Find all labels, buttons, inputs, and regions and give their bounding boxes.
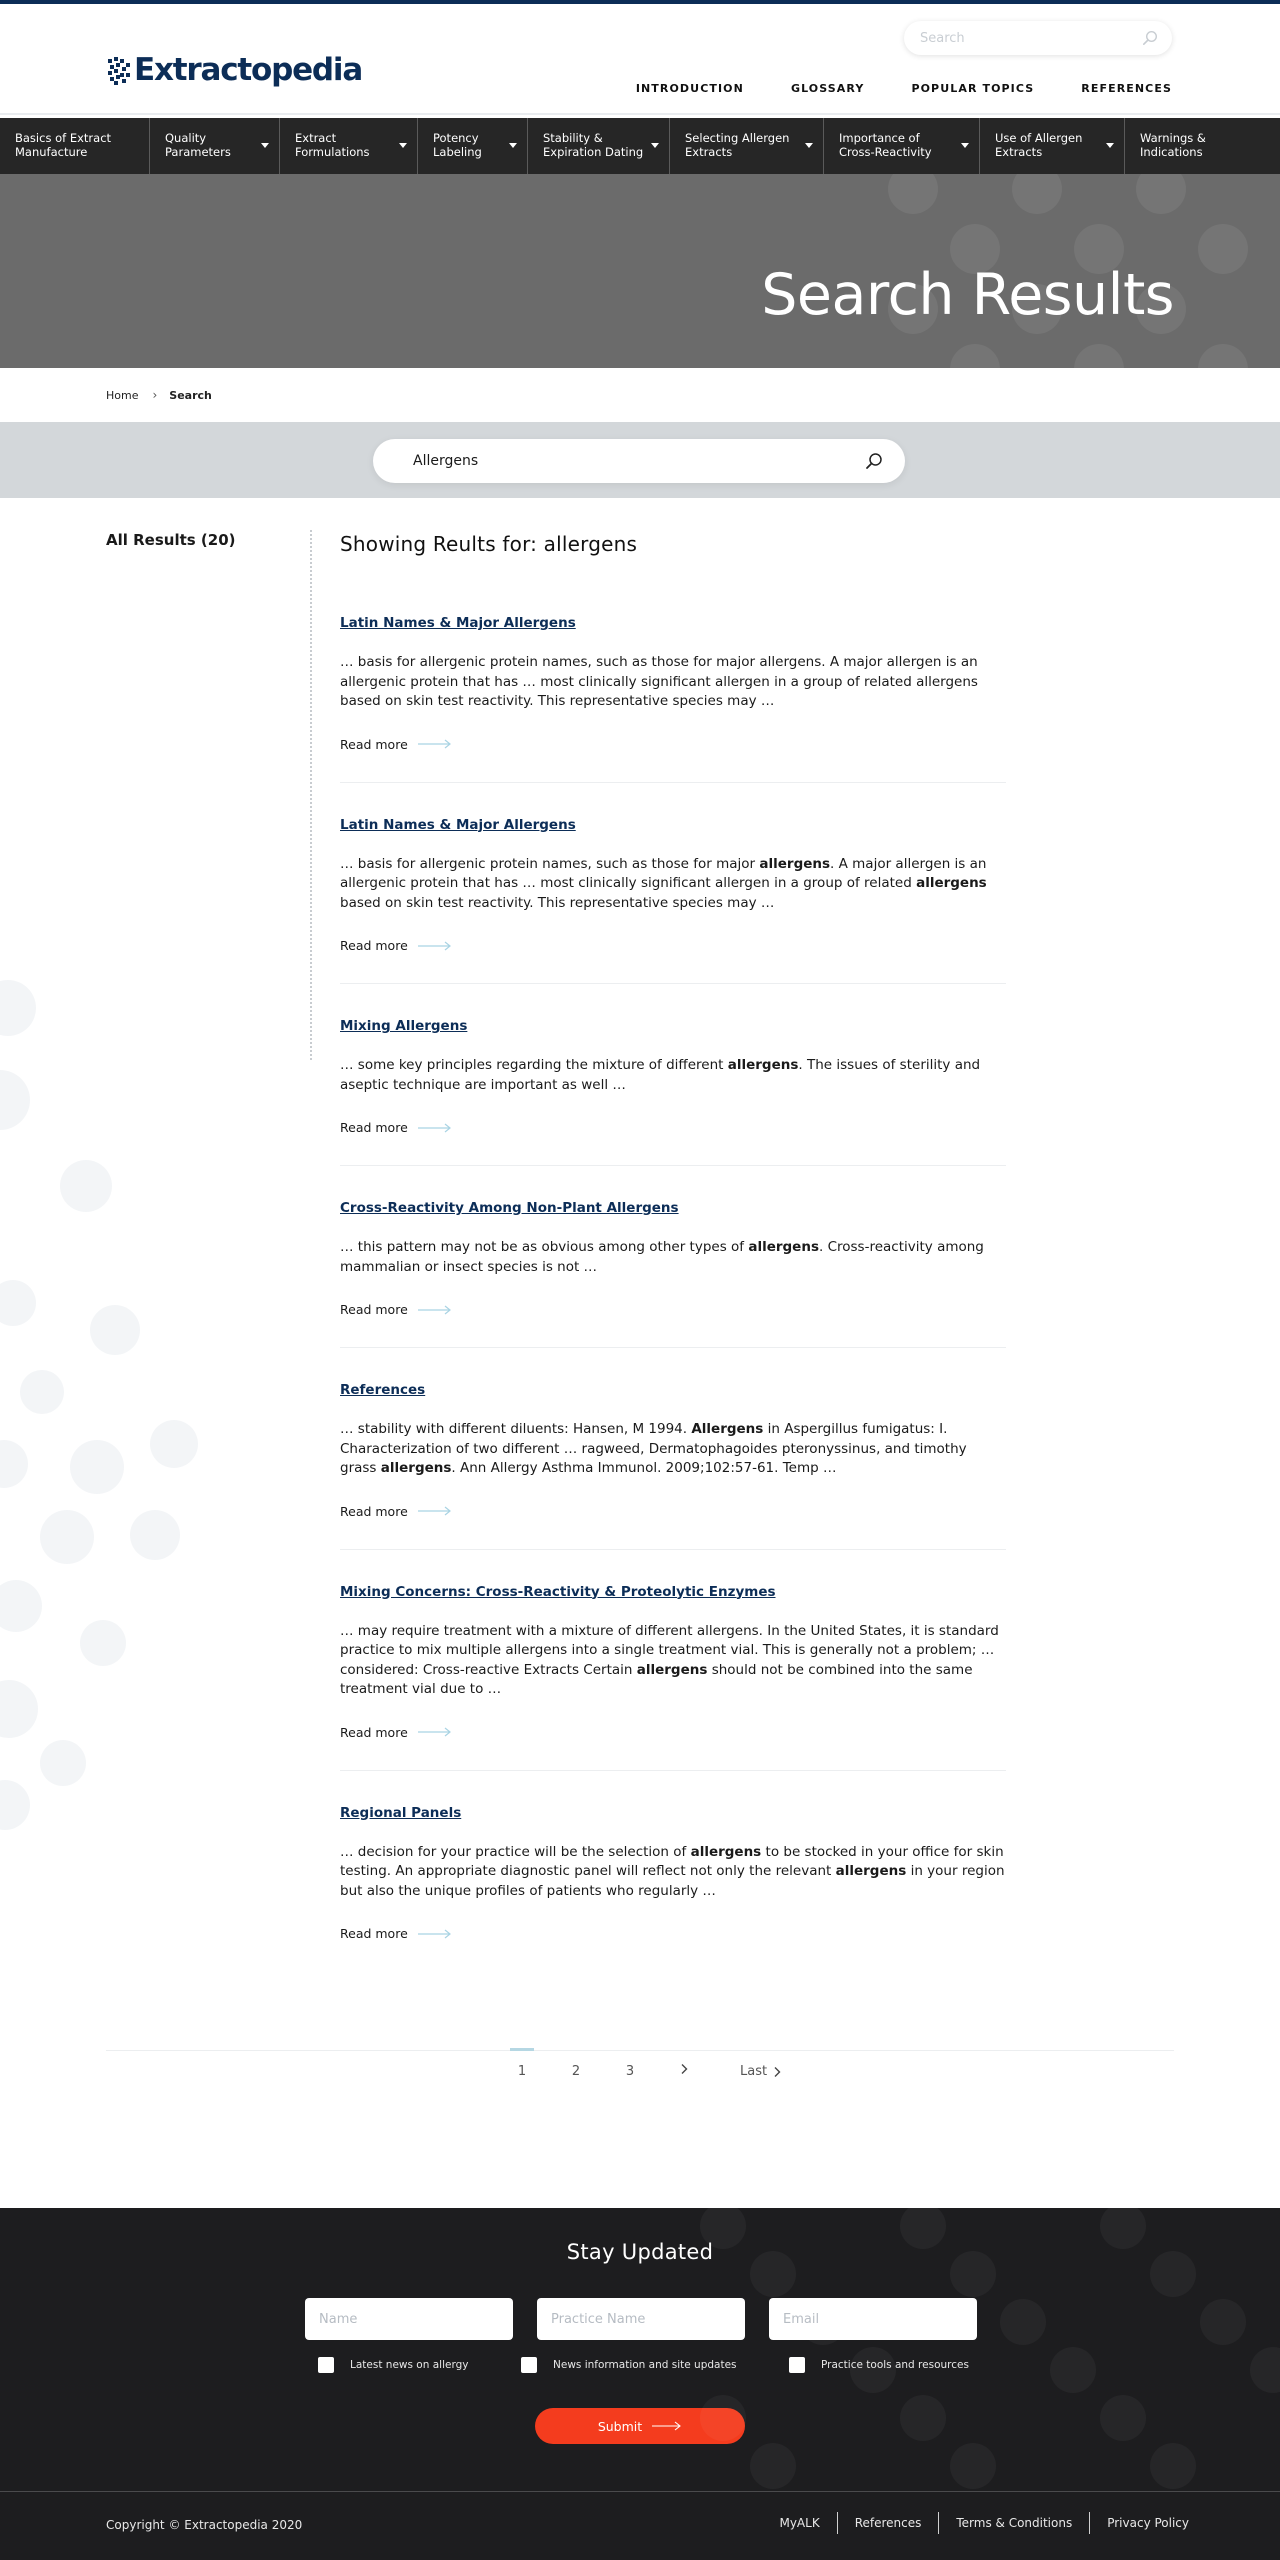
nav-glossary[interactable]: GLOSSARY — [790, 82, 865, 95]
arrow-right-icon — [418, 739, 452, 749]
footer-link-references[interactable]: References — [837, 2512, 939, 2534]
decorative-dot — [0, 980, 36, 1036]
logo-pixel — [126, 73, 130, 77]
results-heading: Showing Reults for: allergens — [340, 532, 638, 556]
result-title-link[interactable]: Mixing Allergens — [340, 1018, 468, 1034]
logo-pixel — [122, 79, 126, 83]
checkbox-label: Practice tools and resources — [821, 2359, 969, 2371]
newsletter-name-field[interactable] — [305, 2298, 513, 2340]
newsletter-section — [0, 2208, 1280, 2491]
hero-banner — [0, 174, 1280, 368]
breadcrumb — [106, 388, 212, 402]
search-result — [340, 612, 1006, 783]
read-more-link[interactable] — [340, 737, 452, 752]
newsletter-practice-field[interactable] — [537, 2298, 745, 2340]
site-footer — [0, 2491, 1280, 2560]
decorative-dot — [40, 1510, 94, 1564]
header-divider — [0, 113, 1280, 115]
logo-pixel — [114, 57, 118, 61]
footer-links — [762, 2512, 1206, 2534]
read-more-link[interactable] — [340, 1504, 452, 1519]
decorative-dot — [1100, 2395, 1146, 2441]
decorative-dot — [1074, 224, 1124, 274]
header-search-input[interactable] — [920, 28, 1130, 48]
decorative-dot — [130, 1510, 180, 1560]
decorative-dot — [950, 224, 1000, 274]
decorative-dot — [1136, 284, 1186, 334]
topic-nav-label: Cross-Reactivity — [839, 145, 932, 159]
search-result — [340, 1197, 1006, 1348]
breadcrumb-current: Search — [169, 388, 212, 402]
checkbox-latest-news[interactable] — [318, 2357, 468, 2373]
decorative-dot — [0, 1680, 38, 1738]
decorative-dot — [888, 284, 938, 334]
search-icon[interactable] — [865, 452, 883, 470]
logo-mark-icon — [106, 55, 132, 85]
result-snippet: … some key principles regarding the mixture of different allergens. The issues of sterility and aseptic technique are important as well … — [340, 1057, 981, 1093]
topic-nav-label: Basics of Extract — [15, 131, 112, 145]
read-more-link[interactable] — [340, 1302, 452, 1317]
nav-introduction[interactable]: INTRODUCTION — [635, 82, 744, 95]
arrow-right-icon — [418, 1506, 452, 1516]
topic-nav-label: Quality — [165, 131, 207, 145]
read-more-label: Read more — [340, 938, 408, 953]
read-more-link[interactable] — [340, 938, 452, 953]
topic-nav-item[interactable] — [528, 118, 670, 174]
decorative-dot — [750, 2251, 796, 2297]
decorative-dot — [0, 1580, 42, 1632]
decorative-dot — [150, 1420, 198, 1468]
result-snippet: … basis for allergenic protein names, such as those for major allergens. A major allergen is an allergenic protein that has … most clinically significant allergen in a group of related allergens based on skin test reactivity. This representative species may … — [340, 855, 987, 911]
arrow-right-icon — [418, 1929, 452, 1939]
topic-nav-label: Indications — [1140, 145, 1203, 159]
logo-pixel — [108, 71, 112, 75]
logo-text: Extractopedia — [134, 52, 363, 88]
search-band — [0, 422, 1280, 498]
read-more-link[interactable] — [340, 1926, 452, 1941]
decorative-dot — [1012, 284, 1062, 334]
arrow-right-icon — [418, 941, 452, 951]
decorative-dot — [20, 1370, 64, 1414]
checkbox[interactable] — [521, 2357, 537, 2373]
read-more-label: Read more — [340, 1503, 408, 1519]
pagination — [510, 2048, 781, 2079]
decorative-dot — [1136, 174, 1186, 214]
page-title: Search Results — [761, 262, 1174, 328]
main-nav — [636, 82, 1172, 95]
result-title-link[interactable]: Mixing Concerns: Cross-Reactivity & Proteolytic Enzymes — [340, 1583, 776, 1600]
read-more-label: Read more — [340, 1302, 408, 1317]
read-more-label: Read more — [340, 736, 408, 752]
search-result — [340, 1802, 1006, 1972]
read-more-label: Read more — [340, 1120, 408, 1135]
topic-nav-label: Labeling — [433, 145, 482, 159]
result-title-link[interactable]: References — [340, 1382, 426, 1398]
chevron-right-icon — [773, 2066, 781, 2078]
nav-popular-topics[interactable]: POPULAR TOPICS — [911, 82, 1035, 95]
topic-nav-item[interactable] — [0, 118, 150, 174]
topic-nav-label: Extracts — [685, 145, 733, 159]
topic-nav-label: Importance of — [839, 131, 920, 145]
logo-pixel — [120, 59, 124, 63]
result-snippet: … stability with different diluents: Hansen, M 1994. Allergens in Aspergillus fumigatus: I. Characterization of two different … ragweed, Dermatophagoides pteronyssinus, and timothy grass allergens. Ann Allergy Asthma Immunol. 2009;102:57-61. Temp … — [340, 1421, 967, 1476]
checkbox-site-updates[interactable] — [521, 2357, 737, 2373]
result-snippet: … basis for allergenic protein names, such as those for major allergens. A major allergen is an allergenic protein that has … most clinically significant allergen in a group of related allergens based on skin test reactivity. This representative species may … — [340, 654, 978, 709]
checkbox[interactable] — [789, 2357, 805, 2373]
results-search-input[interactable] — [413, 451, 813, 471]
newsletter-title: Stay Updated — [566, 2240, 714, 2264]
arrow-right-icon — [418, 1727, 452, 1737]
topic-nav-item[interactable] — [280, 118, 418, 174]
topic-nav-item[interactable] — [418, 118, 528, 174]
topic-nav-label: Stability & — [543, 131, 603, 145]
submit-label: Submit — [597, 2418, 643, 2434]
topic-nav-label: Warnings & — [1140, 131, 1206, 145]
decorative-dot — [900, 2395, 946, 2441]
decorative-dot — [0, 1280, 36, 1326]
arrow-right-icon — [652, 2421, 682, 2431]
decorative-dot — [1012, 174, 1062, 214]
footer-link-privacy[interactable]: Privacy Policy — [1089, 2512, 1206, 2534]
decorative-dot — [1074, 344, 1124, 368]
search-result — [340, 1379, 1006, 1550]
decorative-dot — [1000, 2299, 1046, 2345]
topic-nav-label: Selecting Allergen — [685, 131, 790, 145]
topic-nav-label: Manufacture — [15, 145, 88, 159]
checkbox[interactable] — [318, 2357, 334, 2373]
last-page-button[interactable] — [740, 2048, 781, 2079]
topic-nav-label: Formulations — [295, 145, 370, 159]
decorative-dot — [80, 1620, 126, 1666]
page-link-3[interactable]: 3 — [625, 2064, 635, 2079]
decorative-dot — [950, 2443, 996, 2489]
decorative-dot — [1150, 2251, 1196, 2297]
result-snippet: … this pattern may not be as obvious among other types of allergens. Cross-reactivity among mammalian or insect species is not … — [340, 1239, 984, 1275]
read-more-label: Read more — [340, 1926, 408, 1941]
topic-nav-label: Potency — [433, 131, 479, 145]
decorative-dot — [1050, 2347, 1096, 2393]
search-result — [340, 1581, 1006, 1771]
checkbox-label: News information and site updates — [553, 2359, 737, 2371]
chevron-right-icon — [680, 2063, 688, 2075]
result-title-link[interactable]: Latin Names & Major Allergens — [340, 615, 576, 631]
topic-nav-item[interactable] — [670, 118, 824, 174]
arrow-right-icon — [418, 1123, 452, 1133]
caret-down-icon[interactable] — [805, 143, 813, 148]
result-snippet: … decision for your practice will be the selection of allergens to be stocked in your office for skin testing. An appropriate diagnostic panel will reflect not only the relevant allergens in your region but also the unique profiles of patients who regularly … — [340, 1843, 1005, 1899]
topic-nav-label: Extract — [295, 131, 337, 145]
topic-nav-item[interactable] — [824, 118, 980, 174]
decorative-dot — [60, 1160, 112, 1212]
page-link-2[interactable]: 2 — [571, 2064, 581, 2079]
decorative-dot — [1198, 224, 1248, 274]
last-page-label: Last — [740, 2064, 768, 2079]
decorative-dot — [750, 2443, 796, 2489]
arrow-right-icon — [418, 1305, 452, 1315]
decorative-dot — [1200, 2299, 1246, 2345]
site-logo[interactable] — [106, 50, 362, 90]
topic-nav-item[interactable] — [150, 118, 280, 174]
breadcrumb-home[interactable]: Home — [106, 388, 139, 402]
logo-pixel — [116, 75, 120, 79]
decorative-dot — [40, 1740, 86, 1786]
header-search — [904, 21, 1172, 55]
checkbox-label: Latest news on allergy — [350, 2359, 469, 2371]
decorative-dot — [0, 1440, 28, 1488]
decorative-dot — [1150, 2443, 1196, 2489]
decorative-dot — [70, 1440, 124, 1494]
topic-nav — [0, 118, 1280, 174]
caret-down-icon[interactable] — [261, 143, 269, 148]
read-more-link[interactable] — [340, 1120, 452, 1135]
logo-pixel — [114, 81, 118, 85]
result-title-link[interactable]: Regional Panels — [340, 1804, 462, 1821]
decorative-dot — [0, 1070, 30, 1130]
caret-down-icon[interactable] — [1106, 143, 1114, 148]
read-more-label: Read more — [340, 1724, 408, 1740]
caret-down-icon[interactable] — [651, 143, 659, 148]
caret-down-icon[interactable] — [961, 143, 969, 148]
decorative-dot — [950, 2251, 996, 2297]
read-more-link[interactable] — [340, 1725, 452, 1740]
nav-references[interactable]: REFERENCES — [1081, 82, 1172, 95]
topic-nav-item[interactable] — [980, 118, 1125, 174]
decorative-dot — [0, 1780, 30, 1830]
sidebar-divider — [310, 530, 312, 1060]
next-page-button[interactable] — [672, 2049, 696, 2079]
logo-pixel — [120, 73, 124, 77]
topic-nav-label: Extracts — [995, 145, 1043, 159]
decorative-dot — [1250, 2347, 1280, 2393]
topic-nav-label: Parameters — [165, 145, 231, 159]
search-result — [340, 814, 1006, 985]
copyright: Copyright © Extractopedia 2020 — [106, 2518, 303, 2532]
page-link-1[interactable]: 1 — [510, 2048, 534, 2079]
decorative-dot — [1198, 344, 1248, 368]
topic-nav-label: Expiration Dating — [543, 145, 644, 159]
topic-nav-item[interactable] — [1125, 118, 1280, 174]
footer-link-myalk[interactable]: MyALK — [779, 2516, 820, 2530]
caret-down-icon[interactable] — [399, 143, 407, 148]
site-header — [0, 4, 1280, 114]
result-title-link[interactable]: Cross-Reactivity Among Non-Plant Allergens — [340, 1200, 679, 1216]
decorative-dot — [800, 2299, 846, 2345]
logo-pixel — [122, 67, 126, 71]
logo-pixel — [116, 63, 120, 67]
decorative-dot — [950, 344, 1000, 368]
caret-down-icon[interactable] — [509, 143, 517, 148]
result-title-link[interactable]: Latin Names & Major Allergens — [340, 816, 576, 833]
decorative-dot — [850, 2347, 896, 2393]
logo-pixel — [114, 69, 118, 73]
chevron-right-icon: › — [152, 388, 158, 402]
logo-pixel — [126, 63, 130, 67]
results-list — [340, 612, 1006, 2002]
topic-nav-label: Use of Allergen — [995, 131, 1083, 145]
decorative-dot — [888, 174, 938, 214]
result-snippet: … may require treatment with a mixture of different allergens. In the United States, it is standard practice to mix multiple allergens into a single treatment vial. This is generally not a problem; … considered: Cross-reactive Extracts Certain allergens should not be combined into the same treatment vial due to … — [340, 1622, 999, 1697]
logo-pixel — [108, 59, 112, 63]
search-icon[interactable] — [1142, 30, 1158, 46]
all-results-filter[interactable]: All Results (20) — [106, 531, 236, 549]
decorative-dot — [90, 1305, 140, 1355]
results-search — [373, 439, 905, 483]
footer-link-terms[interactable]: Terms & Conditions — [938, 2512, 1089, 2534]
search-result — [340, 1015, 1006, 1166]
decorative-dot — [700, 2395, 746, 2441]
